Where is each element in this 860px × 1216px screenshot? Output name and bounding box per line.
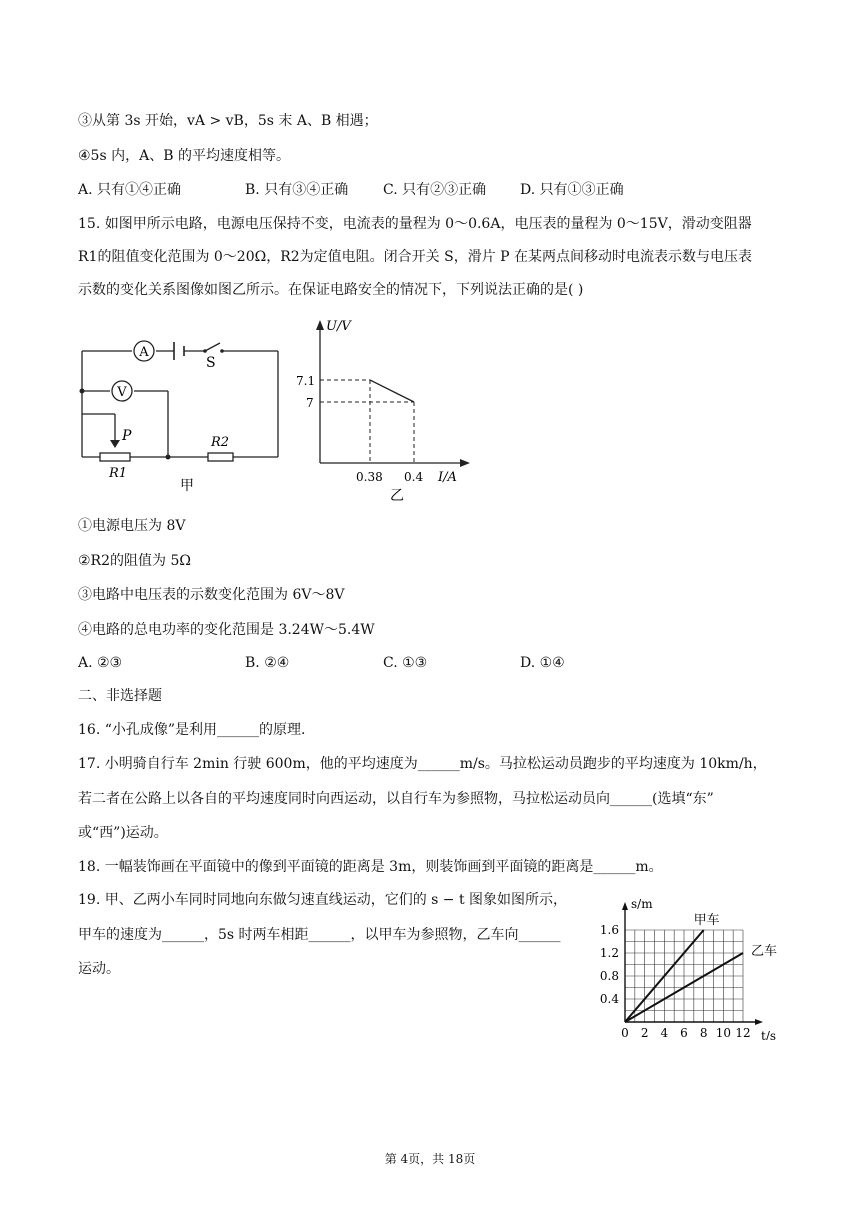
st-chart-xtick: 4: [660, 1026, 669, 1040]
q19-line3: 运动。: [78, 961, 120, 977]
st-chart-xtick: 8: [699, 1026, 708, 1040]
st-chart-xtick: 12: [735, 1026, 751, 1040]
circuit-diagram: [70, 330, 290, 500]
ui-graph-caption: 乙: [390, 488, 404, 504]
q15-statement-3: ③电路中电压表的示数变化范围为 6V～8V: [78, 587, 345, 603]
st-chart-series-label: 乙车: [751, 944, 778, 959]
st-chart: [590, 890, 790, 1040]
q15-line3: 示数的变化关系图像如图乙所示。在保证电路安全的情况下，下列说法正确的是( ): [78, 282, 584, 298]
st-chart-xtick: 2: [640, 1026, 649, 1040]
st-chart-ytick: 1.2: [599, 946, 619, 960]
circuit-caption: 甲: [180, 478, 194, 494]
ammeter-label: A: [139, 345, 149, 360]
page-footer: 第 4页，共 18页: [384, 1152, 476, 1166]
r1-resistor: [100, 453, 130, 461]
ui-graph-ytick-7: 7: [306, 396, 314, 410]
q15-option-c: C. ①③: [383, 655, 428, 671]
q18-text: 18. 一幅装饰画在平面镜中的像到平面镜的距离是 3m，则装饰画到平面镜的距离是______m。: [78, 859, 663, 875]
st-chart-ytick: 0.4: [599, 992, 619, 1006]
st-chart-ytick: 1.6: [599, 923, 619, 937]
q15-statement-2: ②R2的阻值为 5Ω: [78, 553, 191, 569]
ui-graph-x-arrow: [460, 459, 470, 467]
ui-graph-line: [370, 380, 414, 402]
q14-option-c: C. 只有②③正确: [383, 182, 487, 198]
ui-graph-y-arrow: [316, 320, 324, 330]
st-chart-x-arrow: [755, 1019, 763, 1025]
ui-graph-xtick-0.38: 0.38: [356, 470, 383, 484]
ui-graph-xlabel: I/A: [438, 470, 457, 485]
st-chart-series-label: 甲车: [693, 913, 720, 928]
q17-line2: 若二者在公路上以各自的平均速度同时向西运动，以自行车为参照物，马拉松运动员向______(选填“东”: [78, 791, 714, 807]
switch-label: S: [206, 355, 216, 371]
q16-text: 16. “小孔成像”是利用______的原理.: [78, 722, 306, 738]
q15-option-b: B. ②④: [245, 655, 290, 671]
q14-option-a: A. 只有①④正确: [78, 182, 182, 198]
ui-graph: [290, 310, 490, 505]
q15-statement-1: ①电源电压为 8V: [78, 518, 186, 534]
q17-line1: 17. 小明骑自行车 2min 行驶 600m，他的平均速度为______m/s。马拉松运动员跑步的平均速度为 10km/h，: [78, 756, 767, 772]
st-chart-y-arrow: [622, 902, 628, 910]
st-chart-ylabel: s/m: [631, 897, 653, 911]
st-chart-xtick: 10: [715, 1026, 731, 1040]
slider-label: P: [122, 428, 132, 444]
q17-line3: 或“西”)运动。: [78, 825, 168, 841]
q15-statement-4: ④电路的总电功率的变化范围是 3.24W～5.4W: [78, 622, 375, 638]
q14-option-d: D. 只有①③正确: [520, 182, 624, 198]
q14-item4: ④5s 内，A、B 的平均速度相等。: [78, 148, 290, 164]
q15-line1: 15. 如图甲所示电路，电源电压保持不变，电流表的量程为 0～0.6A，电压表的量程为 0～15V，滑动变阻器: [78, 216, 752, 232]
r2-label: R2: [211, 435, 230, 450]
ui-graph-ytick-7.1: 7.1: [296, 374, 316, 388]
q14-item3: ③从第 3s 开始，vA > vB，5s 末 A、B 相遇；: [78, 113, 378, 129]
q15-option-d: D. ①④: [520, 655, 565, 671]
q14-option-b: B. 只有③④正确: [245, 182, 349, 198]
ui-graph-xtick-0.4: 0.4: [404, 470, 424, 484]
r2-resistor: [208, 453, 233, 461]
ui-graph-ylabel: U/V: [326, 319, 351, 334]
q15-line2: R1的阻值变化范围为 0～20Ω，R2为定值电阻。闭合开关 S，滑片 P 在某两点间移动时电流表示数与电压表: [78, 249, 753, 265]
st-chart-xlabel: t/s: [761, 1029, 777, 1040]
q19-line1: 19. 甲、乙两小车同时同地向东做匀速直线运动，它们的 s − t 图象如图所示，: [78, 892, 568, 908]
r1-label: R1: [109, 466, 128, 481]
q19-line2: 甲车的速度为______，5s 时两车相距______，以甲车为参照物，乙车向______: [78, 927, 561, 943]
section-heading: 二、非选择题: [78, 688, 162, 704]
q15-option-a: A. ②③: [78, 655, 123, 671]
st-chart-ytick: 0.8: [599, 969, 619, 983]
st-chart-xtick: 0: [621, 1026, 629, 1040]
voltmeter-label: V: [117, 385, 127, 400]
st-chart-xtick: 6: [680, 1026, 688, 1040]
